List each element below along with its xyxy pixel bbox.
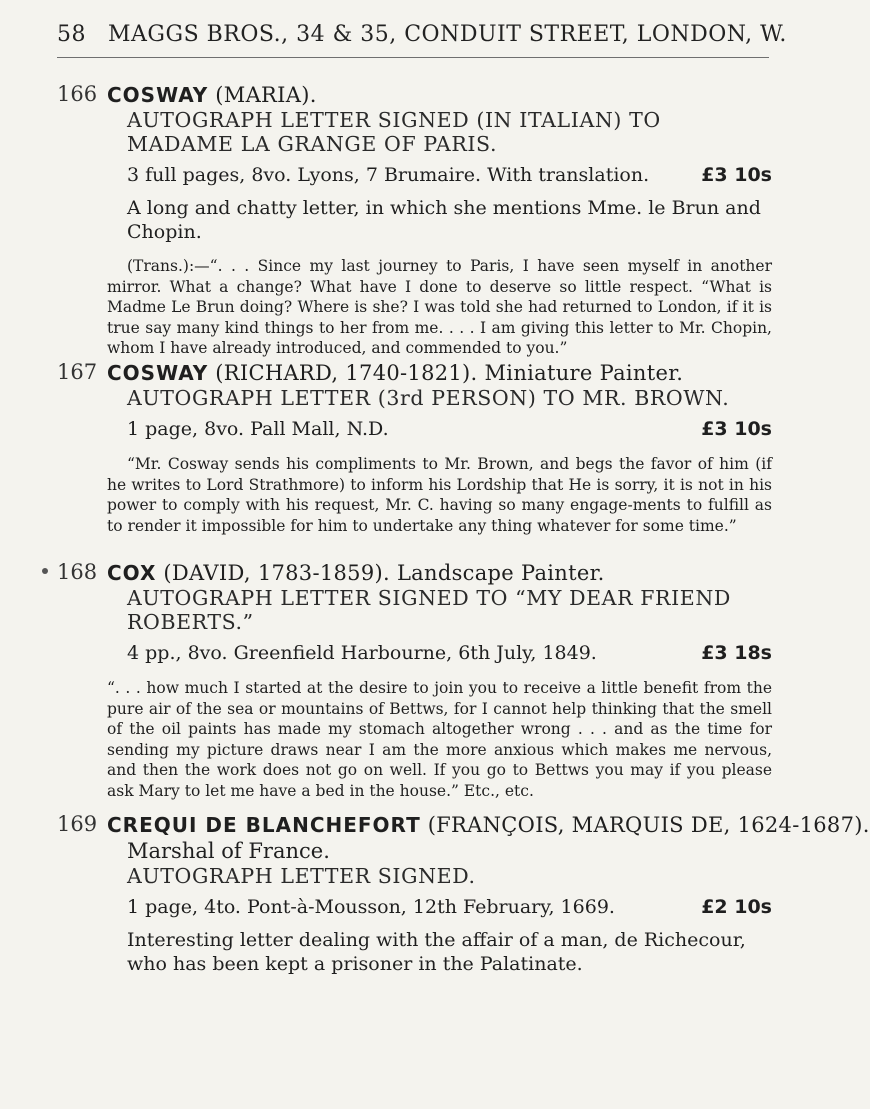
entry-heading bbox=[107, 82, 772, 108]
entry-format: 4 pp., 8vo. Greenfield Harbourne, 6th July, 1849. bbox=[127, 642, 597, 664]
lot-number: 167 bbox=[57, 360, 98, 384]
entry-summary: Interesting letter dealing with the affair of a man, de Richecour, who has been kept a prisoner in the Palatinate. bbox=[127, 929, 746, 975]
entry-heading bbox=[107, 560, 772, 586]
catalogue-entry-168 bbox=[57, 560, 772, 801]
entry-format: 1 page, 8vo. Pall Mall, N.D. bbox=[127, 418, 389, 440]
publisher-line: MAGGS BROS., 34 & 35, CONDUIT STREET, LONDON, W. bbox=[108, 22, 787, 47]
entry-name-details: (RICHARD, 1740-1821). Miniature Painter. bbox=[208, 361, 684, 385]
entry-name-details: (MARIA). bbox=[208, 83, 317, 107]
entry-name: COX bbox=[107, 561, 157, 585]
entry-name: CREQUI DE BLANCHEFORT bbox=[107, 813, 421, 837]
entry-title: AUTOGRAPH LETTER SIGNED (IN ITALIAN) TO MADAME LA GRANGE OF PARIS. bbox=[127, 108, 661, 156]
entry-description bbox=[127, 894, 772, 920]
lot-number: 168 bbox=[57, 560, 98, 584]
entry-price: £3 10s bbox=[701, 164, 772, 186]
entry-title: AUTOGRAPH LETTER SIGNED TO “MY DEAR FRIEND ROBERTS.” bbox=[127, 586, 731, 634]
entry-description bbox=[127, 640, 772, 666]
entry-description bbox=[127, 416, 772, 442]
entry-format: 1 page, 4to. Pont-à-Mousson, 12th February, 1669. bbox=[127, 896, 615, 918]
entry-summary: A long and chatty letter, in which she mentions Mme. le Brun and Chopin. bbox=[127, 197, 761, 243]
entry-heading bbox=[107, 360, 772, 386]
entry-name-details: (FRANÇOIS, MARQUIS DE, 1624-1687). bbox=[420, 813, 870, 837]
entry-price: £2 10s bbox=[701, 896, 772, 918]
entry-quote: (Trans.):—“. . . Since my last journey to Paris, I have seen myself in another mirror. What a change? What have I done to deserve so little respect. “What is Madme Le Brun doing? Where is she? I was told she had returned to London, if it is true say many kind things to her from me. . . . I am giving this letter to Mr. Chopin, whom I have already introduced, and commended to you.” bbox=[107, 257, 772, 357]
entry-title: AUTOGRAPH LETTER SIGNED. bbox=[127, 864, 476, 888]
entry-price: £3 10s bbox=[701, 418, 772, 440]
header-rule bbox=[57, 57, 769, 58]
entry-title: AUTOGRAPH LETTER (3rd PERSON) TO MR. BROWN. bbox=[127, 386, 730, 410]
lot-number: 169 bbox=[57, 812, 98, 836]
entry-quote: “. . . how much I started at the desire to join you to receive a little benefit from the pure air of the sea or mountains of Bettws, for I cannot help thinking that the smell of the oil paints has made my stomach altogether wrong . . . and as the time for sending my picture draws near I am the more anxious which makes me nervous, and then the work does not go on well. If you go to Bettws you may if you please ask Mary to let me have a bed in the house.” Etc., etc. bbox=[107, 679, 772, 800]
entry-name: COSWAY bbox=[107, 361, 209, 385]
entry-heading bbox=[107, 812, 870, 838]
lot-number: 166 bbox=[57, 82, 98, 106]
catalogue-entry-167 bbox=[57, 360, 772, 536]
entry-name-details: (DAVID, 1783-1859). Landscape Painter. bbox=[156, 561, 605, 585]
page-number: 58 bbox=[57, 22, 86, 47]
catalogue-entry-166 bbox=[57, 82, 772, 359]
entry-quote: “Mr. Cosway sends his compliments to Mr. Brown, and begs the favor of him (if he writes to Lord Strathmore) to inform his Lordship that He is sorry, it is not in his power to comply with his request, Mr. C. having so many engage-ments to fulfill as to render it impossible for him to undertake any thing whatever for some time.” bbox=[107, 455, 772, 535]
page-header bbox=[57, 22, 787, 47]
entry-name: COSWAY bbox=[107, 83, 209, 107]
entry-price: £3 18s bbox=[701, 642, 772, 664]
entry-heading-continued: Marshal of France. bbox=[127, 839, 330, 863]
entry-format: 3 full pages, 8vo. Lyons, 7 Brumaire. With translation. bbox=[127, 164, 650, 186]
entry-description bbox=[127, 162, 772, 188]
margin-dot bbox=[42, 568, 48, 574]
catalogue-entry-169 bbox=[57, 812, 870, 976]
